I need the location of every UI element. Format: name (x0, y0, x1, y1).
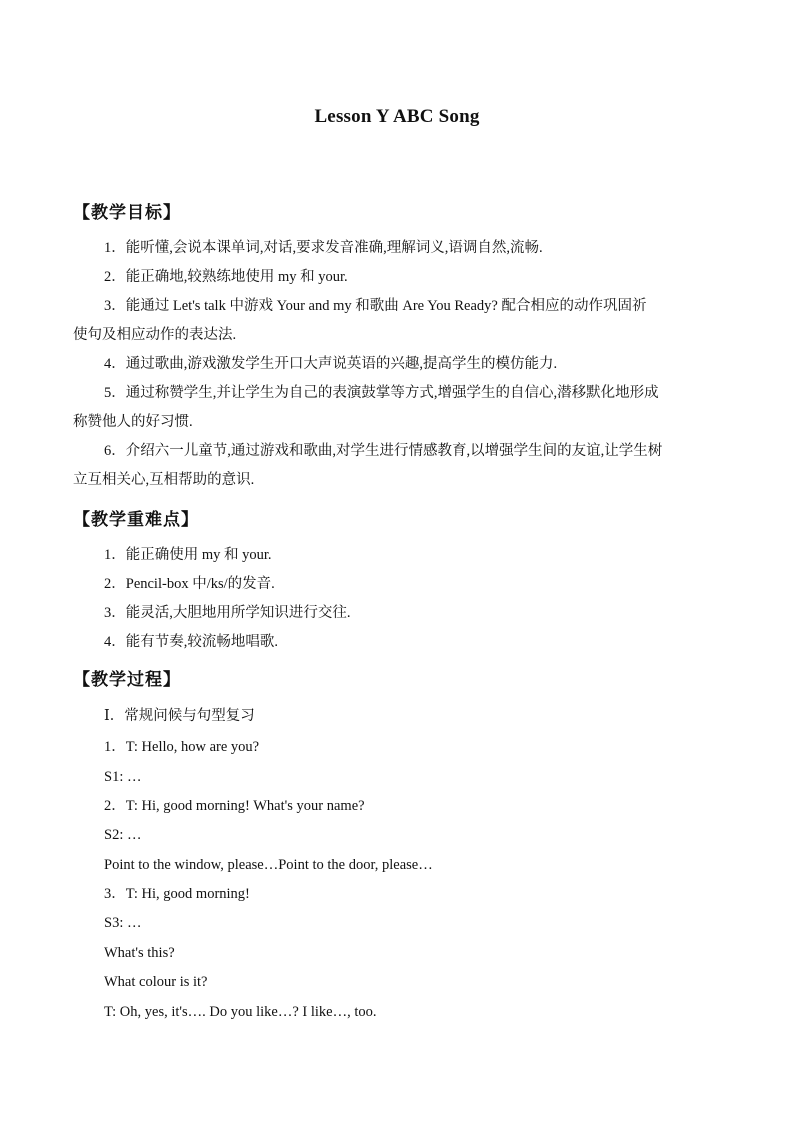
objective-line: 1．能听懂,会说本课单词,对话,要求发音准确,理解词义,语调自然,流畅. (104, 240, 543, 256)
process-line: 1．T: Hello, how are you? (104, 739, 260, 755)
document-title: Lesson Y ABC Song (314, 106, 480, 127)
process-line: 3．T: Hi, good morning! (104, 886, 250, 902)
objective-line: 称赞他人的好习惯. (73, 414, 193, 430)
process-line: What colour is it? (104, 974, 208, 990)
objectives-heading: 【教学目标】 (73, 203, 181, 223)
objective-line: 2．能正确地,较熟练地使用 my 和 your. (104, 269, 348, 285)
objective-line: 3．能通过 Let's talk 中游戏 Your and my 和歌曲 Are You Ready? 配合相应的动作巩固祈 (104, 298, 647, 314)
process-line: S2: … (104, 827, 142, 843)
objective-line: 4．通过歌曲,游戏激发学生开口大声说英语的兴趣,提高学生的模仿能力. (104, 356, 558, 372)
objective-line: 使句及相应动作的表达法. (73, 327, 237, 343)
process-line: T: Oh, yes, it's…. Do you like…? I like…, too. (104, 1004, 377, 1020)
process-line: S3: … (104, 915, 142, 931)
key-point-line: 4．能有节奏,较流畅地唱歌. (104, 634, 278, 650)
process-line: Ⅰ．常规问候与句型复习 (104, 708, 255, 724)
key-points-heading: 【教学重难点】 (73, 510, 199, 530)
key-point-line: 3．能灵活,大胆地用所学知识进行交往. (104, 605, 351, 621)
objective-line: 6．介绍六一儿童节,通过游戏和歌曲,对学生进行情感教育,以增强学生间的友谊,让学生树 (104, 443, 663, 459)
process-line: 2．T: Hi, good morning! What's your name? (104, 798, 365, 814)
key-point-line: 2．Pencil-box 中/ks/的发音. (104, 576, 275, 592)
process-line: S1: … (104, 769, 142, 785)
objective-line: 5．通过称赞学生,并让学生为自己的表演鼓掌等方式,增强学生的自信心,潜移默化地形成 (104, 385, 659, 401)
process-line: Point to the window, please…Point to the door, please… (104, 857, 433, 873)
key-point-line: 1．能正确使用 my 和 your. (104, 547, 272, 563)
process-heading: 【教学过程】 (73, 670, 181, 690)
objective-line: 立互相关心,互相帮助的意识. (73, 472, 255, 488)
process-line: What's this? (104, 945, 175, 961)
